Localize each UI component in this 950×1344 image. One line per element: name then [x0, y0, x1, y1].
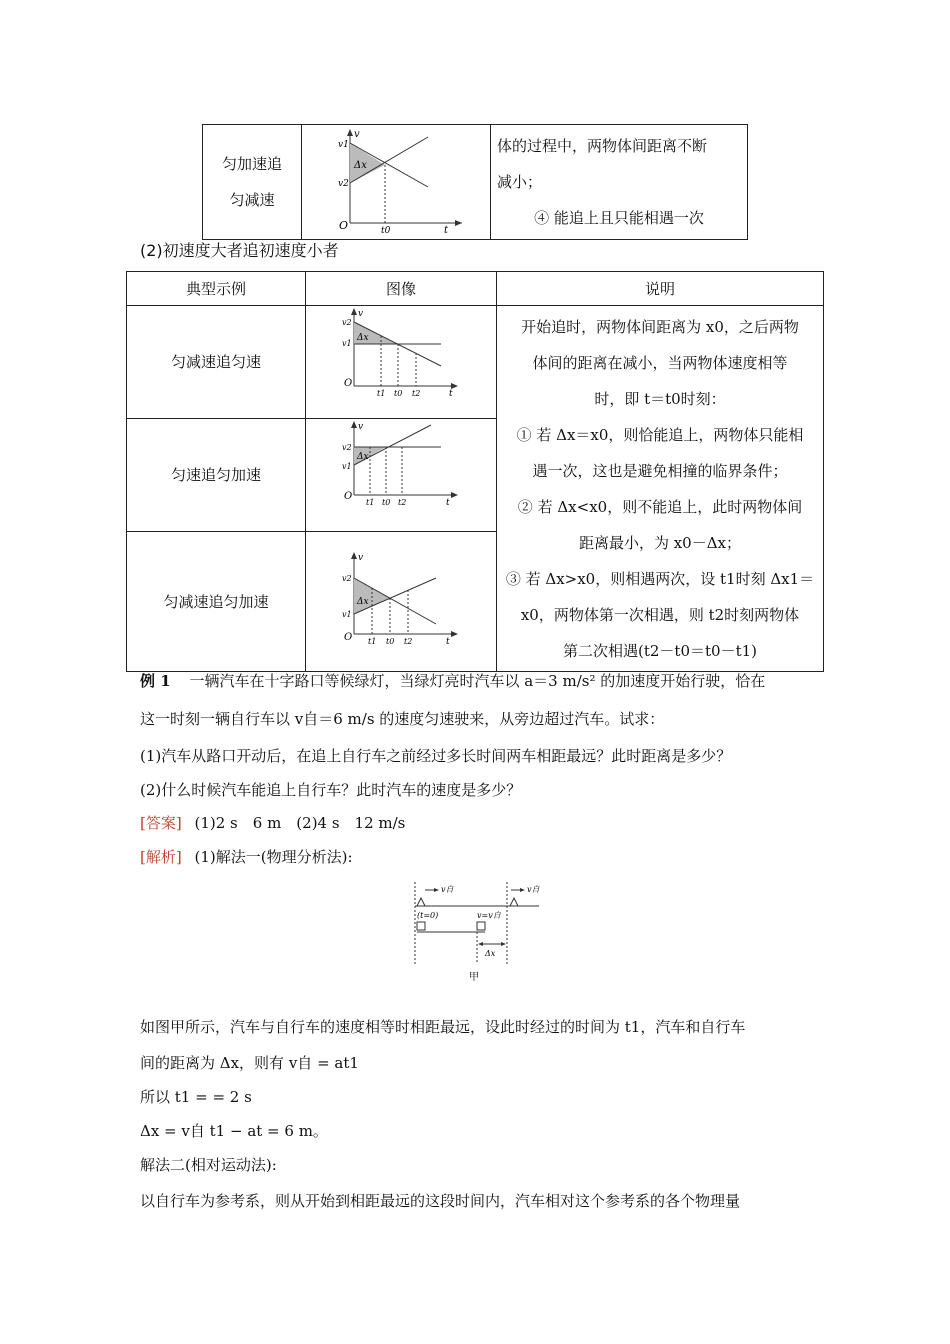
- analysis-line: [140, 846, 353, 867]
- desc-line: ③ 若 Δx>x0，则相遇两次，设 t1时刻 Δx1＝: [505, 569, 815, 588]
- row-example-2: 匀速追匀加速: [127, 419, 306, 532]
- graph-decel-chase-accel: [306, 546, 496, 654]
- example-label: 例 1: [140, 672, 171, 690]
- question-1: (1)汽车从路口开动后，在追上自行车之前经过多长时间两车相距最远？此时距离是多少？: [140, 747, 732, 765]
- axis-v-label: v: [354, 129, 360, 140]
- desc-cell-merged: [497, 306, 824, 672]
- desc-line1: 体的过程中，两物体间距离不断: [497, 137, 708, 155]
- origin-label: O: [339, 219, 349, 232]
- t2-label: t2: [398, 498, 407, 507]
- graph-cell-2: [306, 419, 497, 532]
- t0-label: t0: [382, 498, 391, 507]
- v2-label: v2: [342, 573, 352, 583]
- row-label-line1: 匀加速追: [221, 155, 282, 173]
- desc-line: 时，即 t＝t0时刻：: [594, 389, 726, 408]
- solution-line5: 解法二(相对运动法):: [140, 1156, 277, 1174]
- figure-caption: 甲: [469, 972, 479, 983]
- table-continuation: [202, 124, 748, 240]
- axis-v-label: v: [358, 422, 364, 432]
- row-example-1: 匀减速追匀速: [127, 306, 306, 419]
- dx-label: Δx: [357, 333, 369, 343]
- header-example: 典型示例: [127, 272, 306, 306]
- answer-line: [140, 812, 405, 833]
- axis-t-label: t: [446, 498, 450, 508]
- t0-label: (t=0): [417, 911, 439, 920]
- t1-label: t1: [366, 498, 375, 507]
- solution-line4: Δx = v自 t1 − at = 6 m。: [140, 1122, 328, 1140]
- desc-line3: ④ 能追上且只能相遇一次: [534, 209, 704, 227]
- figure-jia: [405, 880, 545, 990]
- solution-line2: 间的距离为 Δx，则有 v自 = at1: [140, 1054, 359, 1072]
- row-label-cell: [203, 125, 302, 240]
- row-label-line2: 匀减速: [229, 191, 275, 209]
- axis-v-label: v: [358, 309, 364, 319]
- t2-label: t2: [412, 389, 421, 398]
- dx-label: Δx: [357, 452, 369, 462]
- graph-uniform-chase-accel: [306, 419, 496, 527]
- dx-label: Δx: [485, 949, 496, 958]
- axis-t-label: t: [446, 636, 450, 647]
- v1-label: v1: [342, 609, 352, 619]
- desc-line: ② 若 Δx<x0，则不能追上，此时两物体间: [517, 497, 803, 516]
- axis-t-label: t: [449, 389, 453, 399]
- analysis-text: (1)解法一(物理分析法):: [194, 848, 353, 866]
- desc-line: 距离最小，为 x0－Δx；: [578, 533, 742, 552]
- dx-label: Δx: [357, 596, 369, 607]
- answer-text: (1)2 s 6 m (2)4 s 12 m/s: [194, 814, 406, 832]
- answer-tag: [答案]: [140, 814, 182, 832]
- graph-decel-chase-uniform: [306, 306, 496, 414]
- analysis-tag: [解析]: [140, 848, 182, 866]
- t0-label: t0: [386, 636, 395, 646]
- solution-line3: 所以 t1 = = 2 s: [140, 1088, 252, 1106]
- v2-label: v2: [338, 179, 349, 189]
- t1-label: t1: [368, 636, 377, 646]
- desc-line: 遇一次，这也是避免相撞的临界条件；: [532, 461, 788, 480]
- desc-line: x0，两物体第一次相遇，则 t2时刻两物体: [520, 605, 800, 624]
- header-desc: 说明: [497, 272, 824, 306]
- v-eq-label: v=v自: [477, 911, 501, 920]
- v1-label: v1: [342, 462, 352, 471]
- origin-label: O: [344, 631, 353, 643]
- example-text-1: 一辆汽车在十字路口等候绿灯，当绿灯亮时汽车以 a＝3 m/s² 的加速度开始行驶，恰在: [189, 672, 766, 690]
- v-bike-label-1: v自: [441, 885, 454, 894]
- question-2: (2)什么时候汽车能追上自行车？此时汽车的速度是多少？: [140, 781, 522, 799]
- graph-cell: [302, 125, 491, 240]
- axis-t-label: t: [444, 225, 449, 235]
- t2-label: t2: [404, 636, 413, 646]
- t1-label: t1: [377, 389, 386, 398]
- example-line1: [140, 670, 765, 691]
- desc-line: 体间的距离在减小，当两物体速度相等: [532, 353, 788, 372]
- section-2-title: (2)初速度大者追初速度小者: [140, 241, 339, 260]
- axis-v-label: v: [358, 552, 364, 563]
- header-graph: 图像: [306, 272, 497, 306]
- v-bike-label-2: v自: [527, 885, 540, 894]
- origin-label: O: [344, 378, 353, 389]
- graph-cell-1: [306, 306, 497, 419]
- solution-line6: 以自行车为参考系，则从开始到相距最远的这段时间内，汽车相对这个参考系的各个物理量: [140, 1192, 741, 1210]
- row-example-3: 匀减速追匀加速: [127, 532, 306, 672]
- graph-accel-chase-decel: [302, 125, 490, 235]
- desc-line: 开始追时，两物体间距离为 x0，之后两物: [521, 317, 799, 336]
- example-line2: 这一时刻一辆自行车以 v自＝6 m/s 的速度匀速驶来，从旁边超过汽车。试求：: [140, 710, 665, 728]
- origin-label: O: [344, 491, 353, 502]
- v1-label: v1: [342, 339, 352, 348]
- desc-line2: 减小；: [497, 173, 543, 191]
- desc-cell: [491, 125, 748, 240]
- desc-line: ① 若 Δx＝x0，则恰能追上，两物体只能相: [516, 425, 804, 444]
- v1-label: v1: [338, 140, 349, 150]
- table-initial-faster-chase: [126, 271, 824, 672]
- v2-label: v2: [342, 318, 352, 327]
- desc-line: 第二次相遇(t2－t0＝t0－t1): [563, 641, 757, 660]
- solution-line1: 如图甲所示，汽车与自行车的速度相等时相距最远，设此时经过的时间为 t1，汽车和自行车: [140, 1018, 746, 1036]
- v2-label: v2: [342, 443, 352, 452]
- t0-label: t0: [394, 389, 403, 398]
- dx-label: Δx: [354, 160, 367, 171]
- graph-cell-3: [306, 532, 497, 672]
- t0-label: t0: [381, 226, 391, 235]
